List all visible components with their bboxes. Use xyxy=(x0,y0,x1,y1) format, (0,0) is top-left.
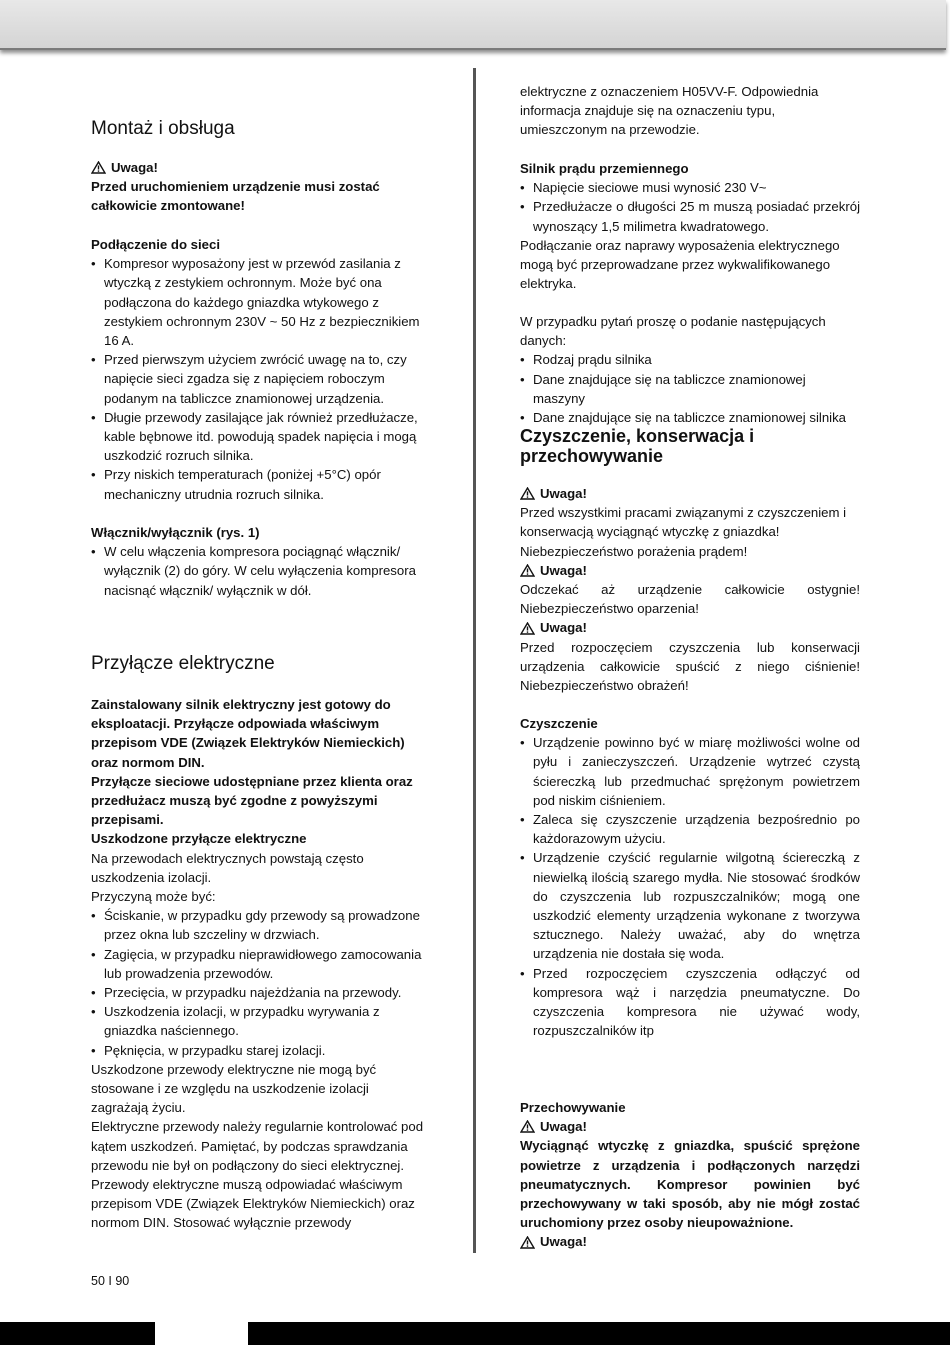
warning-icon xyxy=(520,487,535,500)
footer-bar xyxy=(0,1322,950,1345)
warning-heading xyxy=(520,1232,860,1251)
subsection-title: Włącznik/wyłącznik (rys. 1) xyxy=(91,525,260,540)
list-item: • Przy niskich temperaturach (poniżej +5°C) opór mechaniczny utrudnia rozruch silnika. xyxy=(91,465,427,503)
paragraph: Na przewodach elektrycznych powstają często uszkodzenia izolacji. xyxy=(91,850,364,885)
paragraph: W przypadku pytań proszę o podanie następujących danych: xyxy=(520,314,826,349)
subsection-title: Podłączenie do sieci xyxy=(91,237,220,252)
warning-text: Przed rozpoczęciem czyszczenia lub konserwacji urządzenia całkowicie spuścić z niego ciśnienie! Niebezpieczeństwo obrażeń! xyxy=(520,639,860,694)
warning-text: Odczekać aż urządzenie całkowicie ostygnie! Niebezpieczeństwo oparzenia! xyxy=(520,582,860,617)
warning-label: Uwaga! xyxy=(540,1234,587,1250)
list-item: • Przedłużacze o długości 25 m muszą posiadać przekrój wynoszący 1,5 milimetra kwadratowego. xyxy=(520,197,860,235)
subsection-title: Uszkodzone przyłącze elektryczne xyxy=(91,831,307,847)
warning-icon xyxy=(520,1120,535,1133)
section-title-assembly: Montaż i obsługa xyxy=(91,118,235,139)
warning-label: Uwaga! xyxy=(540,562,587,578)
list-item: • Urządzenie czyścić regularnie wilgotną ściereczką z niewielką ilością szarego mydła. Nie stosować środków do czyszczenia lub rozpuszczalników; mogą one uszkodzić elementy urządzenia wykonane z tworzywa sztucznego. Należy uważać, aby do wnętrza urządzenia nie dostała się woda. xyxy=(520,848,860,963)
list-item: • Uszkodzenia izolacji, w przypadku wyrywania z gniazdka naściennego. xyxy=(91,1002,427,1040)
paragraph: Elektryczne przewody należy regularnie kontrolować pod kątem uszkodzeń. Pamiętać, by podczas sprawdzania przewodu nie był on podłączony do sieci elektrycznej. xyxy=(91,1119,424,1173)
warning-heading xyxy=(520,561,860,580)
list-item: • Długie przewody zasilające jak również przedłużacze, kable bębnowe itd. powodują spadek napięcia i mogą uszkodzić rozruch silnika. xyxy=(91,408,427,466)
header-bar xyxy=(0,0,946,50)
list-item: • Ściskanie, w przypadku gdy przewody są prowadzone przez okna lub szczeliny w drzwiach. xyxy=(91,906,427,944)
page-number: 50 I 90 xyxy=(91,1274,130,1288)
bold-paragraph: Przyłącze sieciowe udostępniane przez klienta oraz przedłużacz muszą być zgodne z powyższymi przepisami. xyxy=(91,773,413,828)
list-item: • Dane znajdujące się na tabliczce znamionowej maszyny xyxy=(520,370,860,408)
bullet-list xyxy=(91,906,427,1060)
column-divider xyxy=(473,68,476,1253)
list-item: • Rodzaj prądu silnika xyxy=(520,350,860,369)
list-item: • Przed pierwszym użyciem zwrócić uwagę na to, czy napięcie sieci zgadza się z napięciem roboczym podanym na tabliczce znamionowej urządzenia. xyxy=(91,350,427,408)
ac-motor-section xyxy=(520,159,860,293)
warning-label: Uwaga! xyxy=(540,486,587,501)
warning-icon xyxy=(91,161,106,174)
mains-connection-section xyxy=(91,235,427,504)
list-item: • Zaleca się czyszczenie urządzenia bezpośrednio po każdorazowym użyciu. xyxy=(520,810,860,848)
list-item: • Dane znajdujące się na tabliczce znamionowej silnika xyxy=(520,408,860,427)
paragraph: elektryczne z oznaczeniem H05VV-F. Odpowiednia informacja znajduje się na oznaczeniu typu, umieszczonym na przewodzie. xyxy=(520,84,819,138)
warning-heading xyxy=(520,1117,860,1136)
paragraph: Uszkodzone przewody elektryczne nie mogą być stosowane i ze względu na uszkodzenie izolacji zagrażają życiu. xyxy=(91,1061,377,1116)
paragraph: Przyczyną może być: xyxy=(91,889,216,905)
list-item: • Przed rozpoczęciem czyszczenia odłączyć od kompresora wąż i narzędzia pneumatyczne. Do czyszczenia kompresora nie używać wody, rozpuszczalników itp xyxy=(520,964,860,1041)
list-item: • Przecięcia, w przypadku najeżdżania na przewody. xyxy=(91,983,427,1002)
bold-paragraph: Zainstalowany silnik elektryczny jest gotowy do eksploatacji. Przyłącze odpowiada właściwym przepisom VDE (Związek Elektryków Niemieckich) oraz normom DIN. xyxy=(91,697,405,770)
bullet-list xyxy=(91,254,427,504)
subsection-title: Silnik prądu przemiennego xyxy=(520,161,689,176)
warning-label: Uwaga! xyxy=(540,1119,587,1135)
warning-label: Uwaga! xyxy=(540,620,587,636)
cleaning-section xyxy=(520,714,860,1040)
list-item: • Zagięcia, w przypadku nieprawidłowego zamocowania lub prowadzenia przewodów. xyxy=(91,945,427,983)
electrical-section xyxy=(91,695,427,1233)
subsection-title: Przechowywanie xyxy=(520,1100,626,1115)
bullet-list xyxy=(520,733,860,1040)
section-title-cleaning: Czyszczenie, konserwacja i przechowywanie xyxy=(520,426,755,466)
subsection-title: Czyszczenie xyxy=(520,716,598,731)
list-item: • Urządzenie powinno być w miarę możliwości wolne od pyłu i zanieczyszczeń. Urządzenie wytrzeć czystą ściereczką lub przedmuchać sprężonym powietrzem pod niskim ciśnieniem. xyxy=(520,733,860,810)
warning-block xyxy=(91,158,427,216)
warning-heading xyxy=(520,484,860,503)
list-item: • Pęknięcia, w przypadku starej izolacji. xyxy=(91,1041,427,1060)
bullet-list xyxy=(91,542,427,600)
switch-section xyxy=(91,523,427,600)
paragraph: Podłączanie oraz naprawy wyposażenia elektrycznego mogą być przeprowadzane przez wykwalifikowanego elektryka. xyxy=(520,237,840,292)
section-title-electrical: Przyłącze elektryczne xyxy=(91,653,275,674)
warning-text: Wyciągnąć wtyczkę z gniazdka, spuścić sprężone powietrze z urządzenia i podłączonych narzędzi pneumatycznych. Kompresor powinien być przechowywany w taki sposób, aby nie mógł zostać uruchomiony przez osoby nieupoważnione. xyxy=(520,1138,860,1231)
warning-text: Przed wszystkimi pracami związanymi z czyszczeniem i konserwacją wyciągnąć wtyczkę z gniazdka! Niebezpieczeństwo porażenia prądem! xyxy=(520,505,847,559)
list-item: • Napięcie sieciowe musi wynosić 230 V~ xyxy=(520,178,860,197)
warning-icon xyxy=(520,1236,535,1249)
warning-heading xyxy=(520,618,860,637)
warning-text: Przed uruchomieniem urządzenie musi zostać całkowicie zmontowane! xyxy=(91,179,380,214)
bullet-list xyxy=(520,178,860,236)
warning-icon xyxy=(520,622,535,635)
warning-heading xyxy=(91,158,427,177)
footer-bar-gap xyxy=(155,1322,248,1345)
warning-icon xyxy=(520,564,535,577)
paragraph: Przewody elektryczne muszą odpowiadać właściwym przepisom VDE (Związek Elektryków Niemieckich) oraz normom DIN. Stosować wyłącznie przewody xyxy=(91,1177,415,1231)
warning-label: Uwaga! xyxy=(111,160,158,175)
storage-section xyxy=(520,1098,860,1252)
questions-section xyxy=(520,312,860,427)
list-item: • W celu włączenia kompresora pociągnąć włącznik/ wyłącznik (2) do góry. W celu wyłączenia kompresora nacisnąć włącznik/ wyłącznik w dół. xyxy=(91,542,427,600)
bullet-list xyxy=(520,350,860,427)
list-item: • Kompresor wyposażony jest w przewód zasilania z wtyczką z zestykiem ochronnym. Może być ona podłączona do każdego gniazdka wtykowego z zestykiem ochronnym 230V ~ 50 Hz z bezpiecznikiem 16 A. xyxy=(91,254,427,350)
cleaning-warnings xyxy=(520,484,860,695)
